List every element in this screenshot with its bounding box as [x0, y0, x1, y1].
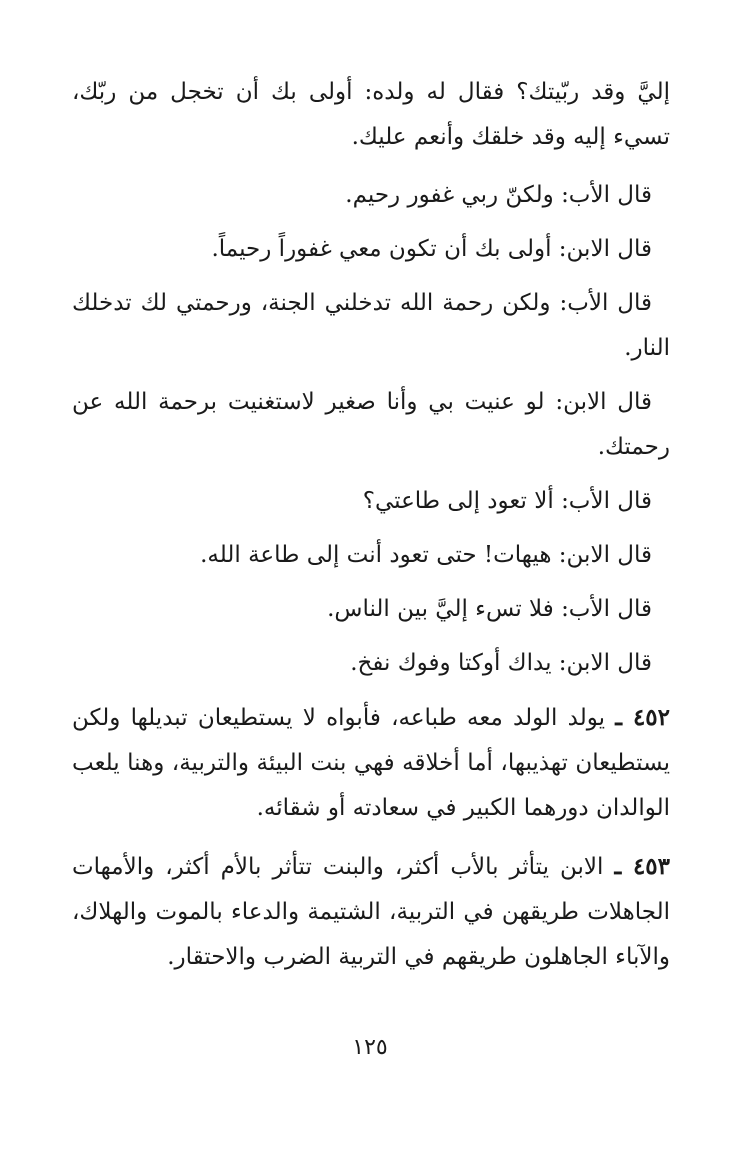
dialog-speaker: قال الابن: [555, 389, 652, 415]
dialog-speaker: قال الابن: [558, 650, 652, 676]
page-number: ١٢٥ [352, 1035, 388, 1060]
dialog-line [72, 227, 670, 272]
page-body [72, 70, 670, 993]
dialog-text: أولى بك أن تكون معي غفوراً رحيماً. [211, 236, 552, 262]
item-text: الابن يتأثر بالأب أكثر، والبنت تتأثر بالأم أكثر، والأمهات الجاهلات طريقهن في التربية، الشتيمة والدعاء بالموت والهلاك، والآباء الجاهلون طريقهم في التربية الضرب والاحتقار. [72, 854, 670, 970]
dialog-line [72, 479, 670, 524]
dialog-speaker: قال الابن: [558, 236, 652, 262]
dialog-list [72, 173, 670, 686]
dialog-speaker: قال الأب: [561, 182, 652, 208]
dialog-line [72, 173, 670, 218]
dialog-line [72, 587, 670, 632]
numbered-item [72, 695, 670, 831]
dialog-speaker: قال الابن: [558, 542, 652, 568]
item-number: ٤٥٢ ـ [615, 704, 671, 731]
dialog-speaker: قال الأب: [561, 596, 652, 622]
dialog-text: لو عنيت بي وأنا صغير لاستغنيت برحمة الله عن رحمتك. [72, 389, 670, 460]
item-number: ٤٥٣ ـ [614, 853, 670, 880]
dialog-text: ألا تعود إلى طاعتي؟ [362, 488, 554, 514]
dialog-speaker: قال الأب: [561, 488, 652, 514]
numbered-item [72, 844, 670, 980]
dialog-text: هيهات! حتى تعود أنت إلى طاعة الله. [200, 542, 552, 568]
dialog-text: فلا تسء إليَّ بين الناس. [327, 596, 554, 622]
dialog-line [72, 281, 670, 371]
dialog-line [72, 533, 670, 578]
dialog-text: ولكن رحمة الله تدخلني الجنة، ورحمتي لك تدخلك النار. [72, 290, 670, 361]
item-text: يولد الولد معه طباعه، فأبواه لا يستطيعان تبديلها ولكن يستطيعان تهذيبها، أما أخلاقه فهي بنت البيئة والتربية، وهنا يلعب الوالدان دورهما الكبير في سعادته أو شقائه. [72, 705, 670, 821]
dialog-line [72, 641, 670, 686]
dialog-text: ولكنّ ربي غفور رحيم. [345, 182, 554, 208]
dialog-line [72, 380, 670, 470]
dialog-text: يداك أوكتا وفوك نفخ. [350, 650, 552, 676]
dialog-speaker: قال الأب: [559, 290, 653, 316]
numbered-items [72, 695, 670, 980]
intro-paragraph: إليَّ وقد ربّيتك؟ فقال له ولده: أولى بك أن تخجل من ربّك، تسيء إليه وقد خلقك وأنعم عليك. [72, 79, 670, 150]
